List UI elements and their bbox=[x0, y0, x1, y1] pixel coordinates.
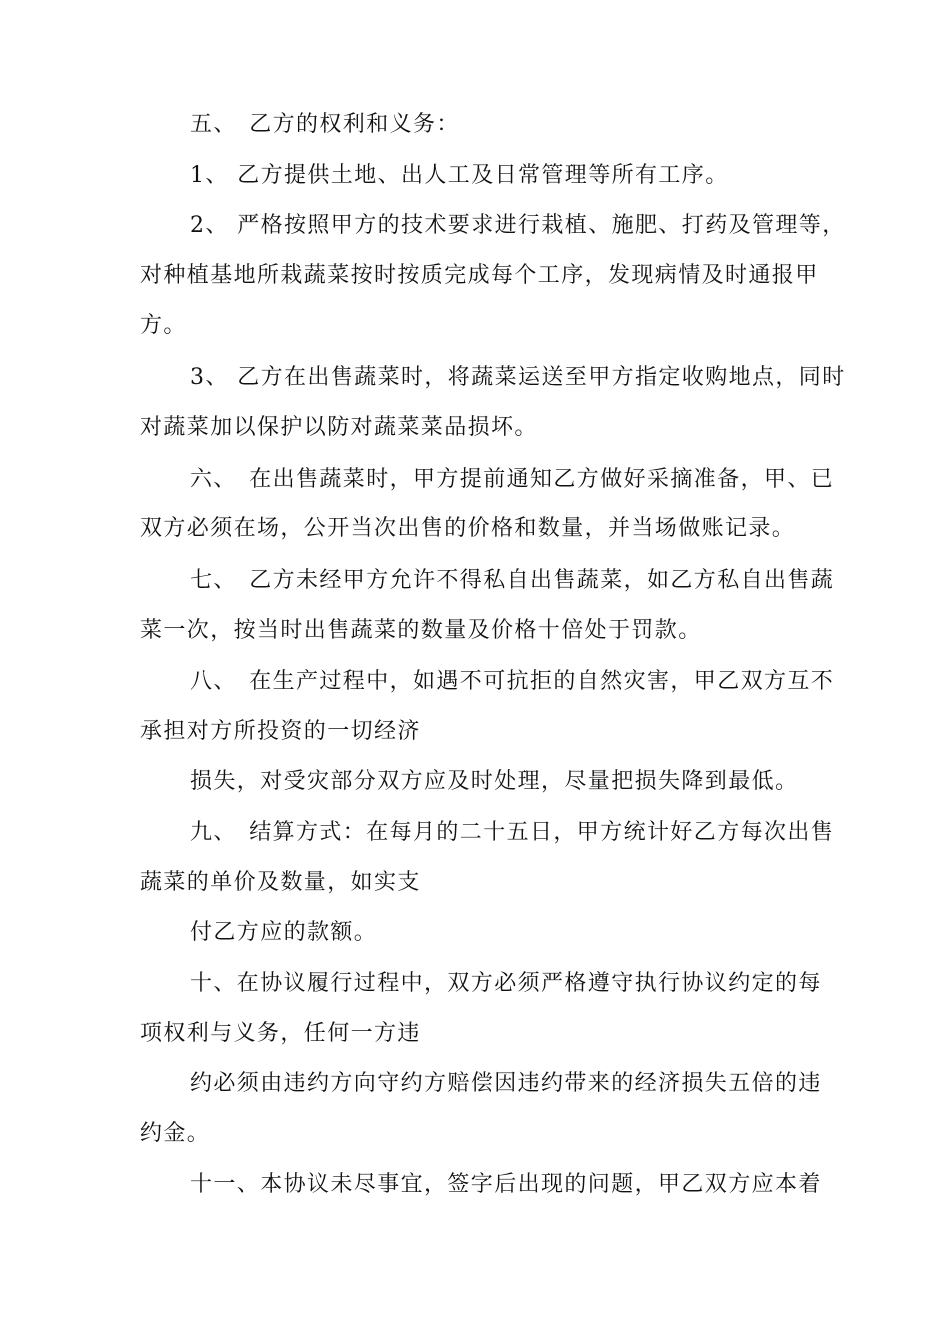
paragraph-line: 1、 乙方提供土地、出人工及日常管理等所有工序。 bbox=[190, 163, 729, 188]
section-heading-8: 八、 在生产过程中，如遇不可抗拒的自然灾害，甲乙双方互不 bbox=[190, 669, 835, 694]
paragraph-line: 菜一次，按当时出售蔬菜的数量及价格十倍处于罚款。 bbox=[140, 618, 702, 643]
paragraph-line: 承担对方所投资的一切经济 bbox=[140, 719, 421, 744]
section-heading-5: 五、 乙方的权利和义务： bbox=[190, 112, 460, 137]
paragraph-line: 蔬菜的单价及数量，如实支 bbox=[140, 870, 421, 895]
paragraph-line: 项权利与义务，任何一方违 bbox=[140, 1021, 421, 1046]
paragraph-line: 约金。 bbox=[140, 1121, 211, 1146]
section-heading-6: 六、 在出售蔬菜时，甲方提前通知乙方做好采摘准备，甲、已 bbox=[190, 467, 835, 492]
section-heading-10: 十、在协议履行过程中，双方必须严格遵守执行协议约定的每 bbox=[190, 971, 822, 996]
paragraph-line: 约必须由违约方向守约方赔偿因违约带来的经济损失五倍的违 bbox=[190, 1071, 822, 1096]
section-heading-9: 九、 结算方式：在每月的二十五日，甲方统计好乙方每次出售 bbox=[190, 820, 835, 845]
section-heading-11: 十一、本协议未尽事宜，签字后出现的问题，甲乙双方应本着 bbox=[190, 1172, 822, 1197]
paragraph-line: 方。 bbox=[140, 313, 187, 338]
paragraph-line: 对蔬菜加以保护以防对蔬菜菜品损坏。 bbox=[140, 415, 538, 440]
paragraph-line: 对种植基地所栽蔬菜按时按质完成每个工序，发现病情及时通报甲 bbox=[140, 263, 819, 288]
paragraph-line: 付乙方应的款额。 bbox=[190, 920, 378, 945]
paragraph-line: 2、 严格按照甲方的技术要求进行栽植、施肥、打药及管理等， bbox=[190, 213, 846, 238]
paragraph-line: 3、 乙方在出售蔬菜时，将蔬菜运送至甲方指定收购地点，同时 bbox=[190, 365, 846, 390]
paragraph-line: 双方必须在场，公开当次出售的价格和数量，并当场做账记录。 bbox=[140, 516, 796, 541]
paragraph-line: 损失，对受灾部分双方应及时处理，尽量把损失降到最低。 bbox=[190, 769, 799, 794]
section-heading-7: 七、 乙方未经甲方允许不得私自出售蔬菜，如乙方私自出售蔬 bbox=[190, 568, 835, 593]
